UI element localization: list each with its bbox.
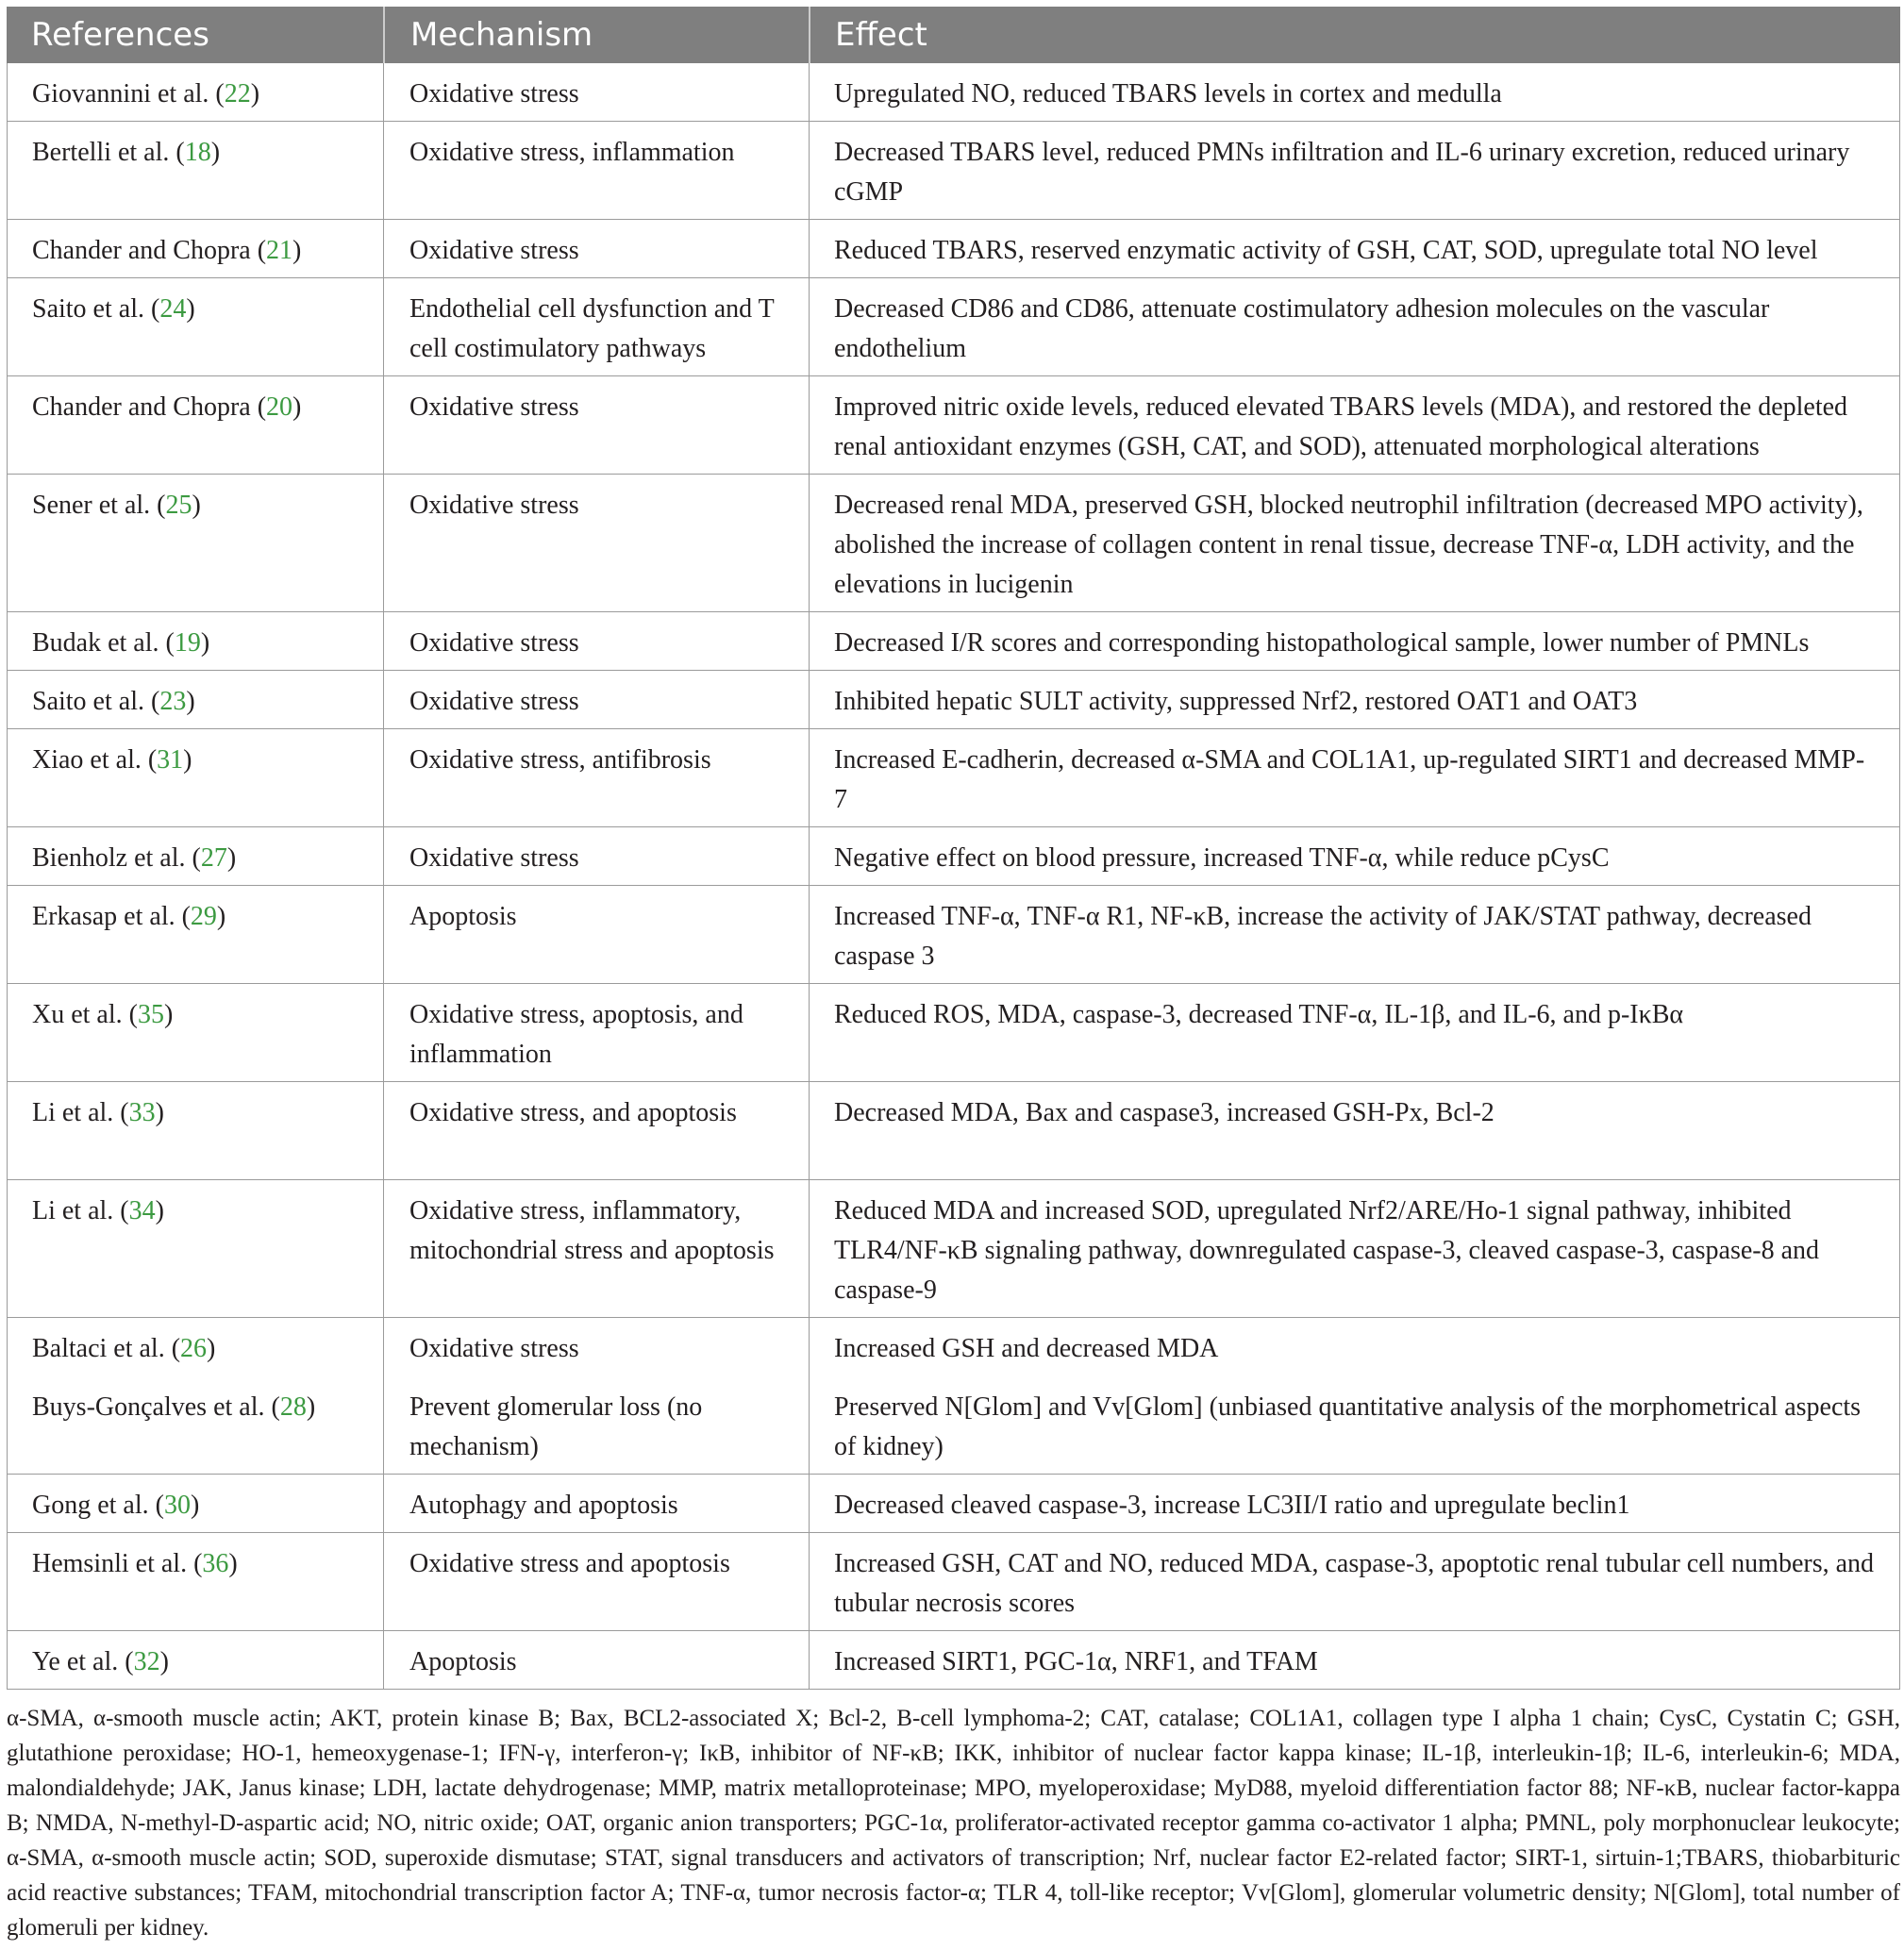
reference-author: Xiao et al.	[32, 745, 142, 775]
citation-link[interactable]: ( 31 )	[142, 745, 192, 775]
reference-author: Li et al.	[32, 1196, 114, 1225]
reference-author: Hemsinli et al.	[32, 1549, 188, 1578]
header-references: References	[31, 16, 209, 54]
reference-cell	[7, 278, 383, 375]
effect-cell: Decreased TBARS level, reduced PMNs infiltration and IL-6 urinary excretion, reduced urinary cGMP	[809, 122, 1900, 219]
effect-cell: Reduced ROS, MDA, caspase-3, decreased TNF-α, IL-1β, and IL-6, and p-IκBα	[809, 984, 1900, 1081]
mechanism-cell: Oxidative stress	[383, 827, 809, 885]
reference-author: Saito et al.	[32, 294, 144, 324]
reference-author: Ye et al.	[32, 1647, 119, 1676]
reference-author: Erkasap et al.	[32, 902, 175, 931]
reference-cell	[7, 886, 383, 983]
table-row	[7, 1318, 1900, 1376]
reference-author: Giovannini et al.	[32, 79, 209, 108]
reference-cell	[7, 63, 383, 121]
reference-author: Bertelli et al.	[32, 138, 170, 167]
table-row	[7, 827, 1900, 886]
mechanism-cell: Oxidative stress	[383, 376, 809, 474]
citation-link[interactable]: ( 33 )	[113, 1098, 164, 1127]
table	[7, 7, 1900, 1690]
reference-cell	[7, 1180, 383, 1317]
reference-author: Chander and Chopra	[32, 392, 251, 422]
mechanism-cell: Oxidative stress, inflammatory, mitochondrial stress and apoptosis	[383, 1180, 809, 1317]
reference-cell	[7, 1318, 383, 1376]
reference-cell	[7, 1475, 383, 1532]
reference-cell	[7, 827, 383, 885]
reference-cell	[7, 984, 383, 1081]
table-row	[7, 475, 1900, 612]
table-row	[7, 278, 1900, 376]
effect-cell: Decreased MDA, Bax and caspase3, increased GSH-Px, Bcl-2	[809, 1082, 1900, 1179]
mechanism-cell: Apoptosis	[383, 1631, 809, 1689]
mechanism-cell: Autophagy and apoptosis	[383, 1475, 809, 1532]
reference-cell	[7, 1376, 383, 1474]
mechanism-cell: Endothelial cell dysfunction and T cell costimulatory pathways	[383, 278, 809, 375]
table-row	[7, 612, 1900, 671]
citation-link[interactable]: ( 36 )	[187, 1549, 238, 1578]
effect-cell: Decreased cleaved caspase-3, increase LC3II/I ratio and upregulate beclin1	[809, 1475, 1900, 1532]
citation-link[interactable]: ( 24 )	[144, 294, 195, 324]
table-row	[7, 220, 1900, 278]
table-row	[7, 729, 1900, 827]
table-row	[7, 1082, 1900, 1180]
page	[7, 7, 1900, 1945]
citation-link[interactable]: ( 19 )	[159, 628, 210, 658]
effect-cell: Decreased I/R scores and corresponding histopathological sample, lower number of PMNLs	[809, 612, 1900, 670]
reference-author: Li et al.	[32, 1098, 114, 1127]
effect-cell: Preserved N[Glom] and Vv[Glom] (unbiased quantitative analysis of the morphometrical aspects of kidney)	[809, 1376, 1900, 1474]
reference-cell	[7, 220, 383, 277]
reference-author: Bienholz et al.	[32, 843, 186, 873]
mechanism-cell: Oxidative stress, inflammation	[383, 122, 809, 219]
citation-link[interactable]: ( 27 )	[186, 843, 237, 873]
reference-author: Gong et al.	[32, 1491, 149, 1520]
citation-link[interactable]: ( 22 )	[209, 79, 259, 108]
citation-link[interactable]: ( 30 )	[149, 1491, 200, 1520]
mechanism-cell: Oxidative stress, antifibrosis	[383, 729, 809, 826]
effect-cell: Reduced MDA and increased SOD, upregulated Nrf2/ARE/Ho-1 signal pathway, inhibited TLR4/NF-κB signaling pathway, downregulated caspase-3, cleaved caspase-3, caspase-8 and caspase-9	[809, 1180, 1900, 1317]
effect-cell: Increased E-cadherin, decreased α-SMA and COL1A1, up-regulated SIRT1 and decreased MMP-7	[809, 729, 1900, 826]
reference-author: Buys-Gonçalves et al.	[32, 1392, 265, 1422]
mechanism-cell: Apoptosis	[383, 886, 809, 983]
mechanism-cell: Prevent glomerular loss (no mechanism)	[383, 1376, 809, 1474]
citation-link[interactable]: ( 20 )	[251, 392, 302, 422]
effect-cell: Increased GSH and decreased MDA	[809, 1318, 1900, 1376]
effect-cell: Improved nitric oxide levels, reduced elevated TBARS levels (MDA), and restored the depleted renal antioxidant enzymes (GSH, CAT, and SOD), attenuated morphological alterations	[809, 376, 1900, 474]
reference-cell	[7, 1082, 383, 1179]
table-row	[7, 122, 1900, 220]
header-effect: Effect	[809, 7, 1900, 63]
citation-link[interactable]: ( 25 )	[150, 491, 201, 520]
reference-author: Budak et al.	[32, 628, 159, 658]
table-body	[7, 63, 1900, 1690]
table-row	[7, 886, 1900, 984]
table-footnote: α-SMA, α-smooth muscle actin; AKT, protein kinase B; Bax, BCL2-associated X; Bcl-2, B-cell lymphoma-2; CAT, catalase; COL1A1, collagen type I alpha 1 chain; CysC, Cystatin C; GSH, glutathione peroxidase; HO-1, hemeoxygenase-1; IFN-γ, interferon-γ; IκB, inhibitor of NF-κB; IKK, inhibitor of nuclear factor kappa kinase; IL-1β, interleukin-1β; IL-6, interleukin-6; MDA, malondialdehyde; JAK, Janus kinase; LDH, lactate dehydrogenase; MMP, matrix metalloproteinase; MPO, myeloperoxidase; MyD88, myeloid differentiation factor 88; NF-κB, nuclear factor-kappa B; NMDA, N-methyl-D-aspartic acid; NO, nitric oxide; OAT, organic anion transporters; PGC-1α, proliferator-activated receptor gamma co-activator 1 alpha; PMNL, poly morphonuclear leukocyte; α-SMA, α-smooth muscle actin; SOD, superoxide dismutase; STAT, signal transducers and activators of transcription; Nrf, nuclear factor E2-related factor; SIRT-1, sirtuin-1;TBARS, thiobarbituric acid reactive substances; TFAM, mitochondrial transcription factor A; TNF-α, tumor necrosis factor-α; TLR 4, toll-like receptor; Vv[Glom], glomerular volumetric density; N[Glom], total number of glomeruli per kidney.	[7, 1706, 1900, 1941]
effect-cell: Negative effect on blood pressure, increased TNF-α, while reduce pCysC	[809, 827, 1900, 885]
table-row	[7, 376, 1900, 475]
citation-link[interactable]: ( 26 )	[165, 1334, 216, 1363]
citation-link[interactable]: ( 32 )	[118, 1647, 169, 1676]
table-row	[7, 63, 1900, 122]
mechanism-cell: Oxidative stress, apoptosis, and inflammation	[383, 984, 809, 1081]
table-row	[7, 984, 1900, 1082]
reference-author: Baltaci et al.	[32, 1334, 165, 1363]
citation-link[interactable]: ( 28 )	[265, 1392, 316, 1422]
reference-cell	[7, 612, 383, 670]
reference-author: Sener et al.	[32, 491, 151, 520]
effect-cell: Increased TNF-α, TNF-α R1, NF-κB, increase the activity of JAK/STAT pathway, decreased caspase 3	[809, 886, 1900, 983]
reference-cell	[7, 1631, 383, 1689]
reference-cell	[7, 475, 383, 611]
mechanism-cell: Oxidative stress, and apoptosis	[383, 1082, 809, 1179]
reference-cell	[7, 671, 383, 728]
citation-link[interactable]: ( 29 )	[175, 902, 226, 931]
reference-cell	[7, 1533, 383, 1630]
mechanism-cell: Oxidative stress and apoptosis	[383, 1533, 809, 1630]
table-row	[7, 1631, 1900, 1690]
citation-link[interactable]: ( 18 )	[169, 138, 220, 167]
table-row	[7, 1376, 1900, 1475]
effect-cell: Decreased CD86 and CD86, attenuate costimulatory adhesion molecules on the vascular endothelium	[809, 278, 1900, 375]
header-mechanism: Mechanism	[383, 7, 809, 63]
table-row	[7, 1475, 1900, 1533]
mechanism-cell: Oxidative stress	[383, 671, 809, 728]
effect-cell: Inhibited hepatic SULT activity, suppressed Nrf2, restored OAT1 and OAT3	[809, 671, 1900, 728]
reference-cell	[7, 729, 383, 826]
effect-cell: Decreased renal MDA, preserved GSH, blocked neutrophil infiltration (decreased MPO activity), abolished the increase of collagen content in renal tissue, decrease TNF-α, LDH activity, and the elevations in lucigenin	[809, 475, 1900, 611]
mechanism-cell: Oxidative stress	[383, 220, 809, 277]
citation-link[interactable]: ( 23 )	[144, 687, 195, 716]
citation-link[interactable]: ( 21 )	[251, 236, 302, 265]
citation-link[interactable]: ( 35 )	[123, 1000, 174, 1029]
mechanism-cell: Oxidative stress	[383, 1318, 809, 1376]
mechanism-cell: Oxidative stress	[383, 63, 809, 121]
table-row	[7, 1533, 1900, 1631]
effect-cell: Increased SIRT1, PGC-1α, NRF1, and TFAM	[809, 1631, 1900, 1689]
mechanism-cell: Oxidative stress	[383, 612, 809, 670]
effect-cell: Upregulated NO, reduced TBARS levels in cortex and medulla	[809, 63, 1900, 121]
table-row	[7, 671, 1900, 729]
reference-author: Xu et al.	[32, 1000, 123, 1029]
citation-link[interactable]: ( 34 )	[113, 1196, 164, 1225]
effect-cell: Increased GSH, CAT and NO, reduced MDA, caspase-3, apoptotic renal tubular cell numbers, and tubular necrosis scores	[809, 1533, 1900, 1630]
effect-cell: Reduced TBARS, reserved enzymatic activity of GSH, CAT, SOD, upregulate total NO level	[809, 220, 1900, 277]
reference-cell	[7, 122, 383, 219]
reference-author: Chander and Chopra	[32, 236, 251, 265]
table-row	[7, 1180, 1900, 1318]
mechanism-cell: Oxidative stress	[383, 475, 809, 611]
reference-cell	[7, 376, 383, 474]
reference-author: Saito et al.	[32, 687, 144, 716]
table-header	[7, 7, 1900, 63]
